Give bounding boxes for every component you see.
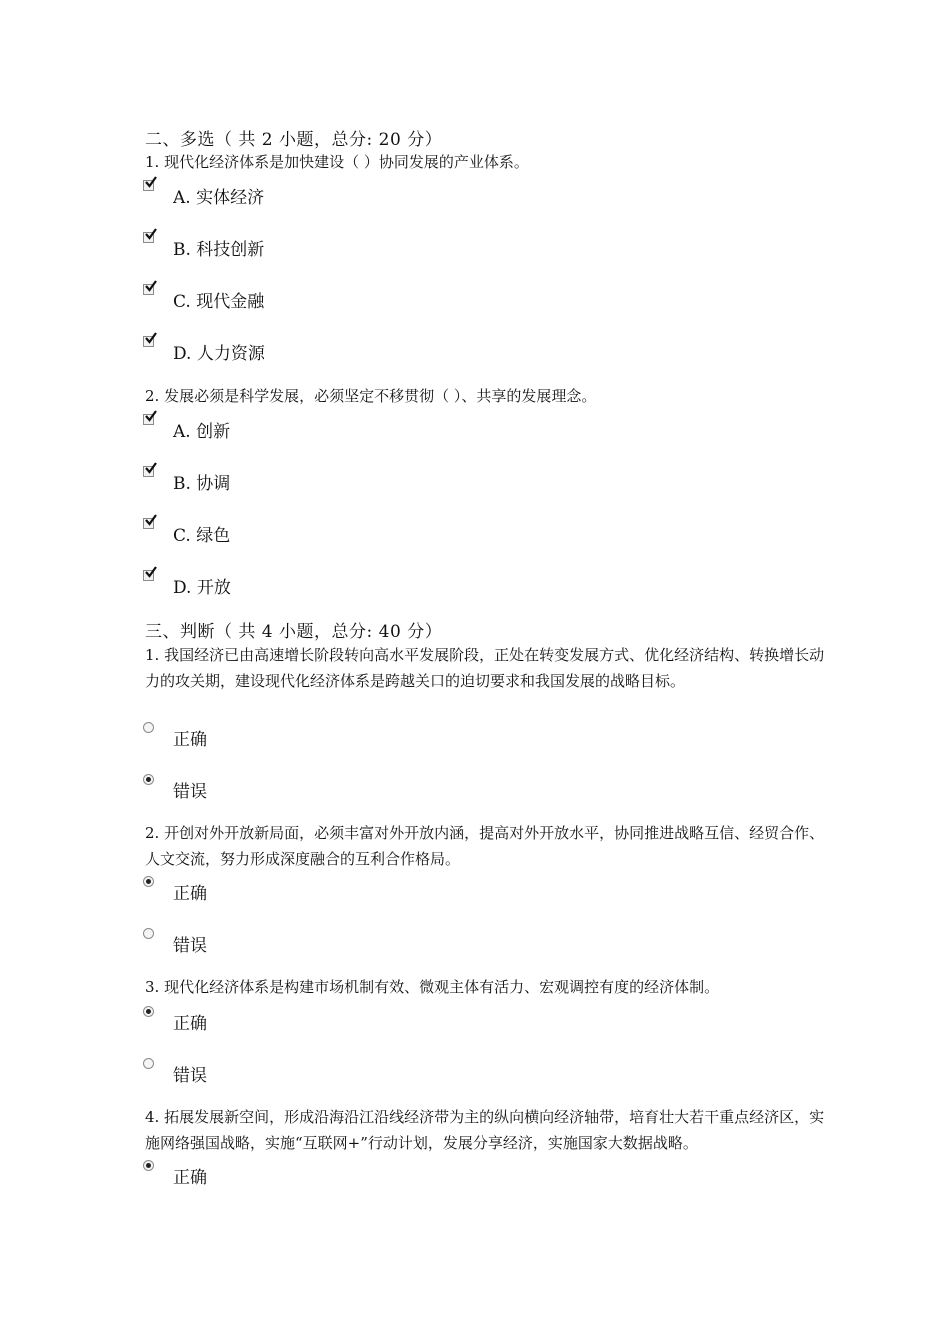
- checkbox-checked-icon[interactable]: [143, 518, 154, 529]
- option-label: D. 人力资源: [173, 344, 265, 364]
- option-a[interactable]: [143, 414, 231, 442]
- option-label: 正确: [173, 1014, 207, 1034]
- radio-selected-icon[interactable]: [143, 774, 154, 785]
- option-c[interactable]: [143, 518, 231, 546]
- checkbox-checked-icon[interactable]: [143, 570, 154, 581]
- option-label: 错误: [173, 936, 207, 956]
- option-label: B. 协调: [173, 474, 231, 494]
- option-false[interactable]: [143, 1058, 207, 1086]
- option-label: 错误: [173, 1066, 207, 1086]
- option-label: B. 科技创新: [173, 240, 265, 260]
- radio-selected-icon[interactable]: [143, 1160, 154, 1171]
- checkbox-checked-icon[interactable]: [143, 414, 154, 425]
- question-text: 2. 开创对外开放新局面，必须丰富对外开放内涵，提高对外开放水平，协同推进战略互信、经贸合作、人文交流，努力形成深度融合的互利合作格局。: [145, 824, 825, 868]
- radio-unselected-icon[interactable]: [143, 928, 154, 939]
- option-d[interactable]: [143, 336, 265, 364]
- radio-unselected-icon[interactable]: [143, 722, 154, 733]
- option-false[interactable]: [143, 774, 207, 802]
- question-text: 1. 我国经济已由高速增长阶段转向高水平发展阶段，正处在转变发展方式、优化经济结构、转换增长动力的攻关期，建设现代化经济体系是跨越关口的迫切要求和我国发展的战略目标。: [145, 646, 825, 690]
- section-heading-multiple-choice: 二、多选（ 共 2 小题，总分: 20 分）: [145, 130, 443, 150]
- question-text: 4. 拓展发展新空间，形成沿海沿江沿线经济带为主的纵向横向经济轴带，培育壮大若干重点经济区，实施网络强国战略，实施“互联网+”行动计划，发展分享经济，实施国家大数据战略。: [145, 1108, 825, 1152]
- option-c[interactable]: [143, 284, 265, 312]
- option-label: 错误: [173, 782, 207, 802]
- radio-selected-icon[interactable]: [143, 876, 154, 887]
- radio-selected-icon[interactable]: [143, 1006, 154, 1017]
- checkbox-checked-icon[interactable]: [143, 180, 154, 191]
- option-true[interactable]: [143, 1160, 207, 1188]
- option-a[interactable]: [143, 180, 265, 208]
- option-label: C. 绿色: [173, 526, 231, 546]
- question-text: 1. 现代化经济体系是加快建设（ ）协同发展的产业体系。: [145, 153, 529, 171]
- option-label: C. 现代金融: [173, 292, 265, 312]
- option-b[interactable]: [143, 466, 231, 494]
- option-true[interactable]: [143, 1006, 207, 1034]
- option-label: A. 实体经济: [173, 188, 265, 208]
- option-true[interactable]: [143, 722, 207, 750]
- question-text: 3. 现代化经济体系是构建市场机制有效、微观主体有活力、宏观调控有度的经济体制。: [145, 978, 720, 996]
- section-heading-true-false: 三、判断（ 共 4 小题，总分: 40 分）: [145, 622, 443, 642]
- option-true[interactable]: [143, 876, 207, 904]
- option-label: 正确: [173, 1168, 207, 1188]
- checkbox-checked-icon[interactable]: [143, 232, 154, 243]
- option-d[interactable]: [143, 570, 231, 598]
- option-label: 正确: [173, 884, 207, 904]
- option-label: 正确: [173, 730, 207, 750]
- option-label: A. 创新: [173, 422, 231, 442]
- option-b[interactable]: [143, 232, 265, 260]
- option-label: D. 开放: [173, 578, 231, 598]
- option-false[interactable]: [143, 928, 207, 956]
- checkbox-checked-icon[interactable]: [143, 336, 154, 347]
- radio-unselected-icon[interactable]: [143, 1058, 154, 1069]
- question-text: 2. 发展必须是科学发展，必须坚定不移贯彻（ ）、共享的发展理念。: [145, 387, 597, 405]
- checkbox-checked-icon[interactable]: [143, 284, 154, 295]
- checkbox-checked-icon[interactable]: [143, 466, 154, 477]
